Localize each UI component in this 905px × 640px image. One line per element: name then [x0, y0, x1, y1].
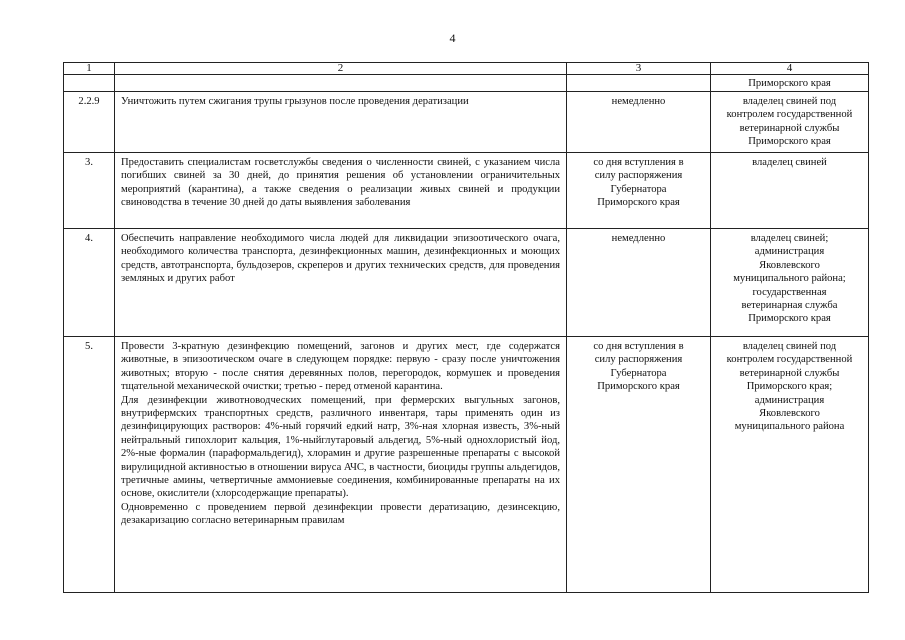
responsible-line: ветеринарной службы — [739, 122, 840, 134]
responsible-line: государственная — [752, 286, 827, 298]
row-term: немедленно — [567, 92, 711, 153]
action-paragraph: Для дезинфекции животноводческих помещений, при фермерских выгульных загонов, внутрифермских транспортных средств, различного инвентаря, тары применять один из дезинфицирующих растворов: 4%-ный горячий едкий натр, 3%-ная хлорная известь, 3%-ный нейтральный гипохлорит кальция, 1%-ныйглутаровый альдегид, 5%-ный однохлористый йод, 2%-ные формалин (параформальдегид), хлорамин и другие разрешенные препараты с высокой вирулицидной активностью в отношении вируса АЧС, в частности, биоциды группы альдегидов, третичные амины, четвертичные аммониевые соединения, комбинированные препараты на их основе, окислители (хлорсодержащие препараты). — [121, 394, 560, 500]
responsible-line: владелец свиней; — [750, 233, 829, 244]
column-numbers-row — [64, 63, 869, 75]
row-term — [567, 229, 711, 337]
term-line: силу распоряжения — [594, 354, 683, 366]
responsible-line: Приморского края — [748, 313, 831, 325]
row-term — [567, 337, 711, 593]
row-responsible — [711, 337, 869, 593]
row-term — [567, 75, 711, 92]
table-row — [64, 75, 869, 92]
responsible-line: администрация — [754, 246, 825, 258]
row-number: 2.2.9 — [64, 92, 115, 153]
measures-table — [63, 62, 869, 593]
table-row — [64, 92, 869, 153]
responsible-line: муниципального района; — [733, 273, 846, 285]
responsible-line: администрация — [754, 394, 825, 406]
row-number: 3. — [64, 153, 115, 229]
responsible-line: Приморского края — [748, 78, 831, 89]
row-term — [567, 153, 711, 229]
row-number: 5. — [64, 337, 115, 593]
responsible-line: владелец свиней под — [742, 96, 837, 107]
responsible-line: ветеринарная служба — [741, 300, 838, 312]
responsible-line: контролем государственной — [726, 109, 853, 121]
row-responsible — [711, 92, 869, 153]
term-line: немедленно — [611, 233, 666, 244]
row-action: Уничтожить путем сжигания трупы грызунов после проведения дератизации — [115, 92, 567, 153]
term-line: со дня вступления в — [593, 341, 684, 352]
term-line: силу распоряжения — [594, 170, 683, 182]
row-action — [115, 337, 567, 593]
row-responsible — [711, 75, 869, 92]
row-action — [115, 75, 567, 92]
responsible-line: Приморского края — [748, 136, 831, 148]
responsible-line: контролем государственной — [726, 354, 853, 366]
action-paragraph: Одновременно с проведением первой дезинфекции провести дератизацию, дезинсекцию, дезакаризацию согласно ветеринарным правилам — [121, 501, 560, 527]
row-action: Предоставить специалистам госветслужбы сведения о численности свиней, с указанием числа погибших свиней за 30 дней, до принятия решения об установлении ограничительных мероприятий (карантина), а также сведения о реализации живых свиней и продукции свиноводства в течение 30 дней до даты выявления заболевания — [115, 153, 567, 229]
action-paragraph: Провести 3-кратную дезинфекцию помещений, загонов и других мест, где содержатся животные, в эпизоотическом очаге в следующем порядке: первую - сразу после уничтожения животных; вторую - после снятия деревянных полов, перегородок, кормушек и проведения тщательной механической очистки; третью - перед отменой карантина. — [121, 341, 560, 393]
column-header: 4 — [711, 63, 869, 75]
responsible-line: муниципального района — [734, 421, 845, 433]
table-row — [64, 337, 869, 593]
term-line: Губернатора — [610, 183, 667, 195]
table-row — [64, 229, 869, 337]
responsible-line: Приморского края; — [746, 381, 833, 393]
responsible-line: Яковлевского — [759, 259, 820, 271]
term-line: Приморского края — [597, 381, 680, 393]
responsible-line: Яковлевского — [759, 408, 820, 420]
row-responsible — [711, 153, 869, 229]
row-action: Обеспечить направление необходимого числа людей для ликвидации эпизоотического очага, необходимого количества транспорта, дезинфекционных машин, дезинфекционных и моющих средств, автотранспорта, бульдозеров, скреперов и других технических средств, для проведения земляных и других работ — [115, 229, 567, 337]
column-header: 3 — [567, 63, 711, 75]
term-line: со дня вступления в — [593, 157, 684, 168]
column-header: 1 — [64, 63, 115, 75]
term-line: Приморского края — [597, 197, 680, 209]
row-number — [64, 75, 115, 92]
table-row — [64, 153, 869, 229]
term-line: Губернатора — [610, 367, 667, 379]
row-responsible — [711, 229, 869, 337]
responsible-line: владелец свиней под — [742, 341, 837, 352]
column-header: 2 — [115, 63, 567, 75]
responsible-line: ветеринарной службы — [739, 367, 840, 379]
responsible-line: владелец свиней — [752, 157, 827, 168]
row-number: 4. — [64, 229, 115, 337]
page-number: 4 — [449, 31, 456, 45]
